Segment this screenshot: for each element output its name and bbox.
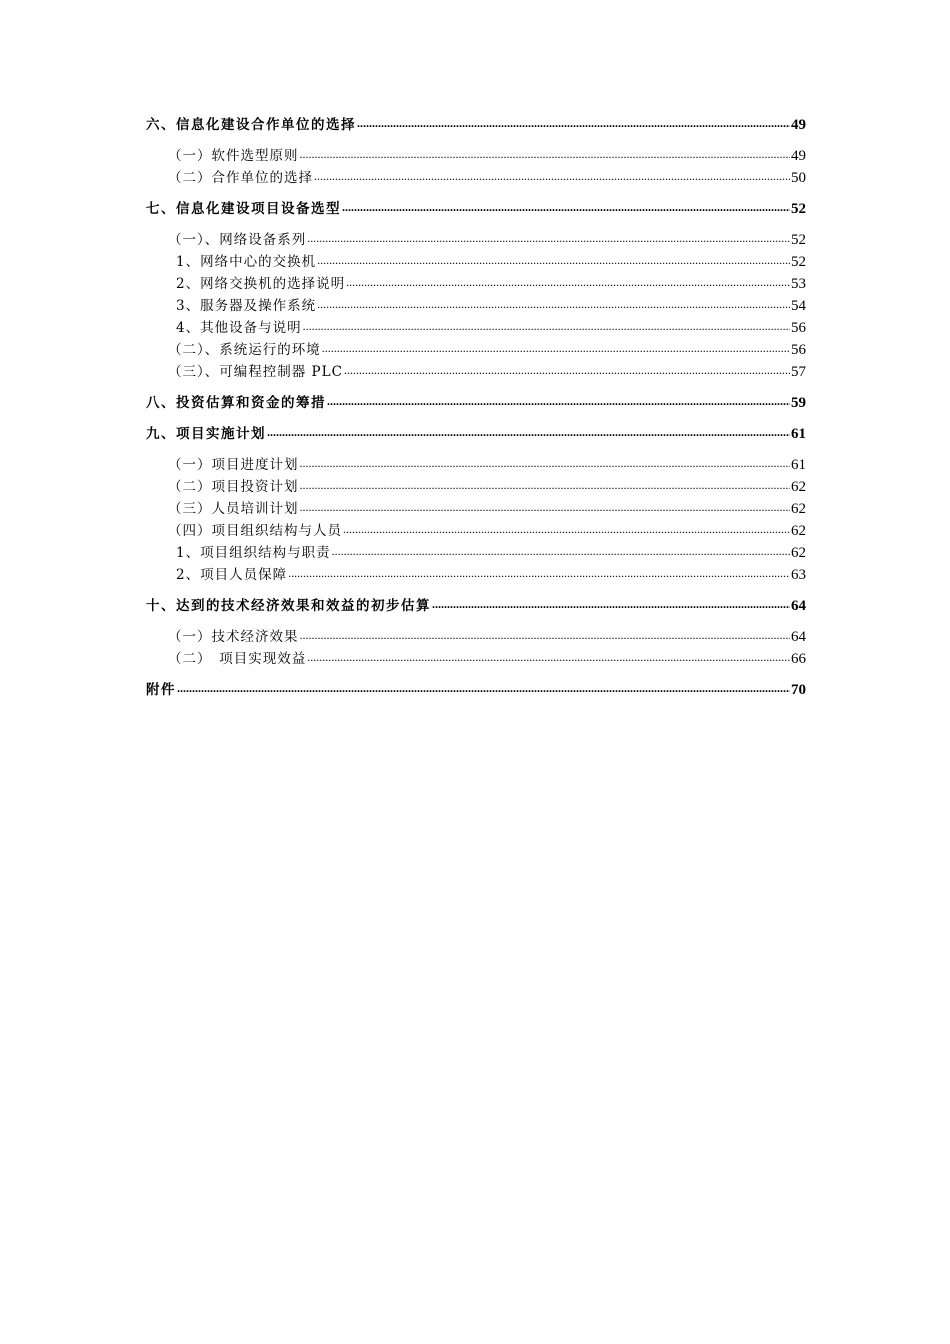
toc-entry[interactable]	[146, 454, 806, 476]
toc-entry[interactable]	[146, 317, 806, 339]
toc-entry-label: （三）人员培训计划	[168, 501, 299, 517]
toc-entry[interactable]	[146, 361, 806, 383]
toc-entry-page-number: 62	[791, 501, 806, 517]
toc-entry[interactable]	[146, 145, 806, 167]
toc-entry[interactable]	[146, 648, 806, 670]
toc-dot-leader	[357, 117, 790, 129]
toc-entry-label: （一）、网络设备系列	[168, 232, 307, 248]
toc-dot-leader	[317, 254, 790, 266]
toc-entry[interactable]	[146, 626, 806, 648]
toc-entry-page-number: 70	[791, 682, 806, 698]
toc-entry-page-number: 53	[791, 276, 806, 292]
toc-entry-page-number: 64	[791, 629, 806, 645]
toc-entry-page-number: 64	[791, 598, 806, 614]
toc-dot-leader	[343, 523, 790, 535]
toc-entry-page-number: 56	[791, 342, 806, 358]
toc-dot-leader	[177, 682, 790, 694]
toc-dot-leader	[300, 457, 791, 469]
toc-entry-label: 七、信息化建设项目设备选型	[146, 201, 341, 217]
toc-entry-page-number: 62	[791, 545, 806, 561]
toc-entry[interactable]	[146, 198, 806, 220]
toc-entry-page-number: 59	[791, 395, 806, 411]
toc-dot-leader	[342, 201, 790, 213]
toc-entry-label: 九、项目实施计划	[146, 426, 266, 442]
toc-entry-label: （一）技术经济效果	[168, 629, 299, 645]
toc-entry[interactable]	[146, 339, 806, 361]
toc-entry[interactable]	[146, 542, 806, 564]
toc-dot-leader	[344, 364, 790, 376]
toc-entry-label: （四）项目组织结构与人员	[168, 523, 342, 539]
toc-entry[interactable]	[146, 476, 806, 498]
toc-entry-page-number: 54	[791, 298, 806, 314]
toc-entry[interactable]	[146, 229, 806, 251]
toc-entry-page-number: 62	[791, 479, 806, 495]
toc-entry-label: 3、服务器及操作系统	[176, 298, 317, 314]
toc-entry-page-number: 63	[791, 567, 806, 583]
toc-dot-leader	[300, 629, 791, 641]
toc-dot-leader	[432, 598, 790, 610]
toc-dot-leader	[307, 232, 790, 244]
toc-entry-page-number: 50	[791, 170, 806, 186]
toc-entry-page-number: 62	[791, 523, 806, 539]
toc-entry[interactable]	[146, 114, 806, 136]
toc-entry-page-number: 52	[791, 201, 806, 217]
toc-entry-page-number: 61	[791, 457, 806, 473]
toc-entry[interactable]	[146, 520, 806, 542]
toc-entry-label: （二）、系统运行的环境	[168, 342, 321, 358]
toc-dot-leader	[314, 170, 790, 182]
toc-dot-leader	[300, 479, 791, 491]
toc-entry-label: （二）项目投资计划	[168, 479, 299, 495]
toc-dot-leader	[327, 395, 790, 407]
toc-entry[interactable]	[146, 564, 806, 586]
toc-entry[interactable]	[146, 595, 806, 617]
toc-entry-page-number: 61	[791, 426, 806, 442]
table-of-contents	[146, 114, 806, 701]
toc-entry[interactable]	[146, 392, 806, 414]
toc-entry-page-number: 57	[791, 364, 806, 380]
toc-entry-label: 1、网络中心的交换机	[176, 254, 317, 270]
toc-entry[interactable]	[146, 251, 806, 273]
toc-entry-label: 2、网络交换机的选择说明	[176, 276, 346, 292]
toc-dot-leader	[317, 298, 790, 310]
toc-entry-label: （三）、可编程控制器 PLC	[168, 364, 343, 380]
toc-dot-leader	[346, 276, 790, 288]
toc-entry-label: （一）项目进度计划	[168, 457, 299, 473]
toc-dot-leader	[267, 426, 790, 438]
toc-entry-page-number: 49	[791, 117, 806, 133]
toc-dot-leader	[303, 320, 790, 332]
toc-entry-page-number: 52	[791, 254, 806, 270]
toc-entry-label: 八、投资估算和资金的筹措	[146, 395, 326, 411]
toc-entry-label: 2、项目人员保障	[176, 567, 288, 583]
toc-entry-page-number: 56	[791, 320, 806, 336]
toc-dot-leader	[288, 567, 790, 579]
toc-entry-label: （二） 项目实现效益	[168, 651, 307, 667]
toc-entry-label: 1、项目组织结构与职责	[176, 545, 331, 561]
toc-dot-leader	[300, 501, 791, 513]
toc-entry-label: 附件	[146, 682, 176, 698]
toc-dot-leader	[307, 651, 790, 663]
toc-entry-page-number: 66	[791, 651, 806, 667]
toc-dot-leader	[332, 545, 790, 557]
toc-entry[interactable]	[146, 498, 806, 520]
toc-entry[interactable]	[146, 679, 806, 701]
toc-entry[interactable]	[146, 295, 806, 317]
toc-entry-label: 4、其他设备与说明	[176, 320, 302, 336]
toc-entry-label: 六、信息化建设合作单位的选择	[146, 117, 356, 133]
toc-dot-leader	[322, 342, 790, 354]
toc-dot-leader	[300, 148, 791, 160]
toc-entry[interactable]	[146, 167, 806, 189]
toc-entry-label: （一）软件选型原则	[168, 148, 299, 164]
toc-entry[interactable]	[146, 423, 806, 445]
toc-entry-label: （二）合作单位的选择	[168, 170, 313, 186]
toc-entry[interactable]	[146, 273, 806, 295]
toc-entry-page-number: 49	[791, 148, 806, 164]
toc-entry-page-number: 52	[791, 232, 806, 248]
toc-entry-label: 十、达到的技术经济效果和效益的初步估算	[146, 598, 431, 614]
